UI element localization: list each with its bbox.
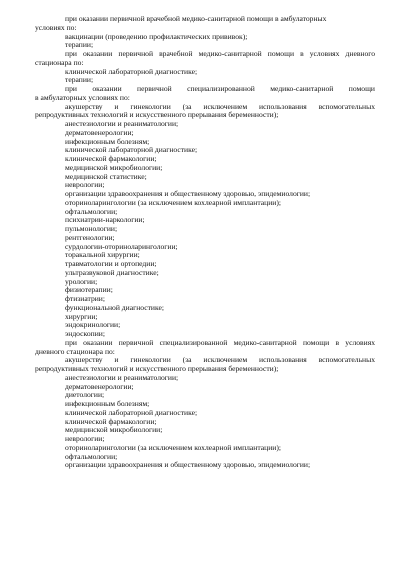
text-line: дневного стационара по: [35,346,115,356]
text-line: клинической лабораторной диагностике; [65,407,198,417]
text-line: диетологии; [65,390,105,400]
text-line: оториноларингологии (за исключением кохлеарной имплантации); [65,442,281,452]
text-line: инфекционным болезням; [65,136,150,146]
text-line: клинической фармакологии; [65,154,157,163]
text-line: ультразвуковой диагностике; [65,267,159,277]
text-line: анестезиологии и реаниматологии; [65,372,179,382]
text-line: репродуктивных технологий и искусственного прерывания беременности); [35,110,279,120]
text-line: терапии; [65,40,94,50]
text-line: неврологии; [65,180,105,190]
text-line: дерматовенерологии; [65,381,134,391]
text-line: анестезиологии и реаниматологии; [65,119,179,128]
text-line: функциональной диагностике; [65,302,164,312]
text-line: клинической лабораторной диагностике; [65,145,198,155]
text-line: хирургии; [65,311,98,321]
text-line: медицинской микробиологии; [65,425,163,435]
text-line: урологии; [65,276,98,286]
text-line: организации здравоохранения и общественному здоровью, эпидемиологии; [65,189,311,198]
text-line: при оказании первичной специализированной медико-санитарной помощи в условиях [65,337,375,347]
text-line: при оказании первичной врачебной медико-санитарной помощи в условиях дневного [65,49,375,58]
text-line: клинической фармакологии; [65,416,157,426]
text-line: репродуктивных технологий и искусственного прерывания беременности); [35,364,279,373]
text-line: акушерству и гинекологии (за исключением использования вспомогательных [65,101,375,111]
text-line: сурдологии-оториноларингологии; [65,241,178,251]
text-line: психиатрии-наркологии; [65,215,145,225]
text-line: медицинской статистике; [65,171,147,181]
text-line: инфекционным болезням; [65,399,150,408]
text-line: пульмонологии; [65,224,118,233]
text-line: стационара по: [35,57,84,67]
text-line: торакальной хирургии; [65,250,140,260]
text-line: медицинской микробиологии; [65,162,163,172]
text-line: в амбулаторных условиях по: [35,92,130,102]
text-line: при оказании первичной врачебной медико-санитарной помощи в амбулаторных [65,14,327,23]
text-line: офтальмологии; [65,206,118,216]
text-line: оториноларингологии (за исключением кохлеарной имплантации); [65,197,281,207]
text-line: организации здравоохранения и общественному здоровью, эпидемиологии; [65,460,311,470]
text-line: неврологии; [65,434,105,443]
text-line: вакцинации (проведению профилактических прививок); [65,31,248,41]
text-line: дерматовенерологии; [65,127,134,137]
text-line: терапии; [65,75,94,85]
text-line: фтизиатрии; [65,294,105,303]
text-line: эндокринологии; [65,320,121,330]
text-line: эндоскопии; [65,329,105,338]
text-line: акушерству и гинекологии (за исключением использования вспомогательных [65,355,375,365]
text-line: физиотерапии; [65,285,113,295]
text-line: травматологии и ортопедии; [65,259,157,268]
text-line: офтальмологии; [65,451,118,461]
text-line: рентгенологии; [65,232,115,242]
text-line: условиях по: [35,22,77,32]
document-body [35,15,375,470]
text-line: при оказании первичной специализированной медико-санитарной помощи [65,84,375,93]
text-line: клинической лабораторной диагностике; [65,66,198,76]
